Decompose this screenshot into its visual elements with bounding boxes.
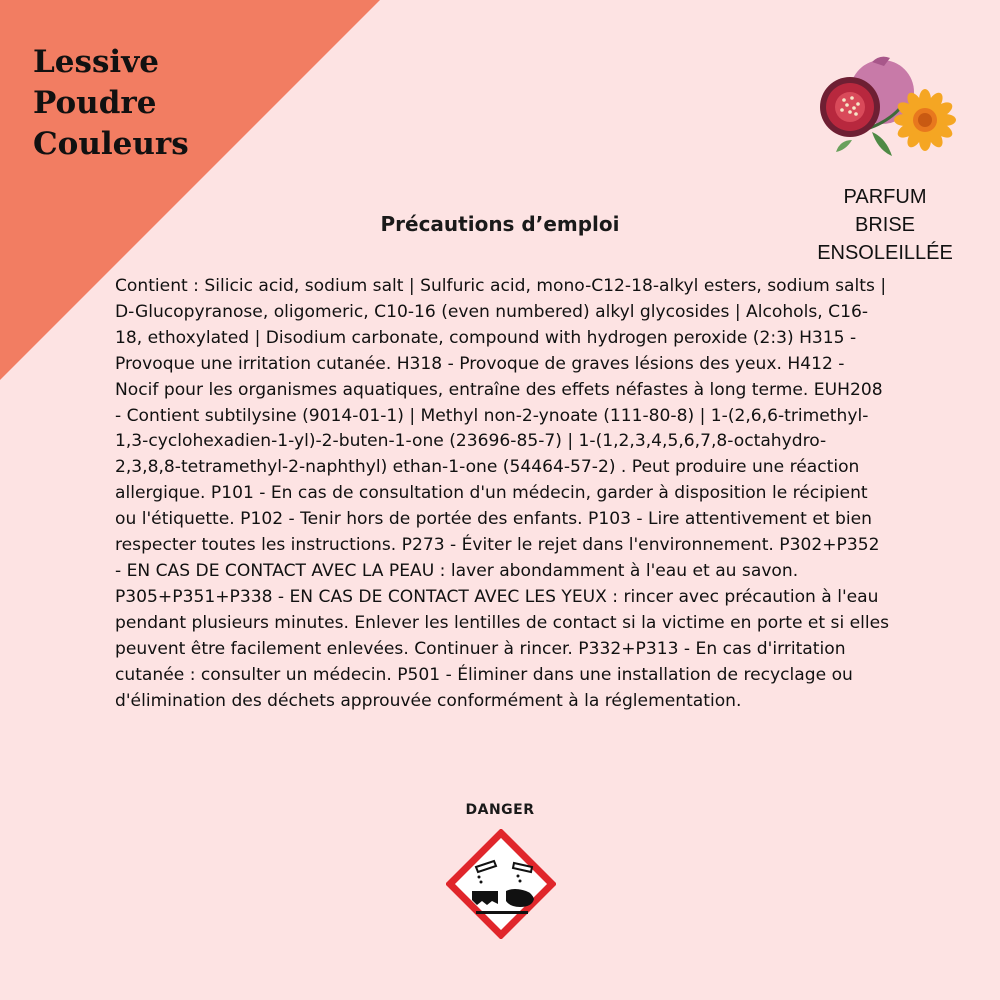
fragrance-line-1: PARFUM — [843, 186, 927, 208]
product-name-line-1: Lessive — [33, 44, 159, 80]
fragrance-line-2: BRISE — [854, 214, 916, 236]
precautions-text: Contient : Silicic acid, sodium salt | Sulfuric acid, mono-C12-18-alkyl esters, sodium salts | D-Glucopyranose, oligomeric, C10-16 (even numbered) alkyl glycosides | Alcohols, C16-18, ethoxylated | Disodium carbonate, compound with hydrogen peroxide (2:3) H315 - Provoque une irritation cutanée. H318 - Provoque de graves lésions des yeux. H412 - Nocif pour les organismes aquatiques, entraîne des effets néfastes à long terme. EUH208 - Contient subtilysine (9014-01-1) | Methyl non-2-ynoate (111-80-8) | 1-(2,6,6-trimethyl-1,3-cyclohexadien-1-yl)-2-buten-1-one (23696-85-7) | 1-(1,2,3,4,5,6,7,8-octahydro-2,3,8,8-tetramethyl-2-naphthyl) ethan-1-one (54464-57-2) . Peut produire une réaction allergique. P101 - En cas de consultation d'un médecin, garder à disposition le récipient ou l'étiquette. P102 - Tenir hors de portée des enfants. P103 - Lire attentivement et bien respecter toutes les instructions. P273 - Éviter le rejet dans l'environnement. P302+P352 - EN CAS DE CONTACT AVEC LA PEAU : laver abondamment à l'eau et au savon. P305+P351+P338 - EN CAS DE CONTACT AVEC LES YEUX : rincer avec précaution à l'eau pendant plusieurs minutes. Enlever les lentilles de contact si la victime en porte et si elles peuvent être facilement enlevées. Continuer à rincer. P332+P313 - En cas d'irritation cutanée : consulter un médecin. P501 - Éliminer dans une installation de recyclage ou d'élimination des déchets approuvée conformément à la réglementation. — [115, 276, 890, 711]
danger-label: DANGER — [465, 802, 535, 818]
product-name-line-2: Poudre — [33, 85, 157, 121]
section-title: Précautions d’emploi — [380, 212, 620, 236]
fig-and-marigold-illustration — [812, 52, 957, 167]
fragrance-line-3: ENSOLEILLÉE — [817, 242, 953, 264]
fragrance-label — [805, 183, 965, 267]
corrosive-ghs-pictogram-icon — [446, 829, 556, 939]
product-name — [33, 42, 189, 165]
product-name-line-3: Couleurs — [33, 126, 189, 162]
